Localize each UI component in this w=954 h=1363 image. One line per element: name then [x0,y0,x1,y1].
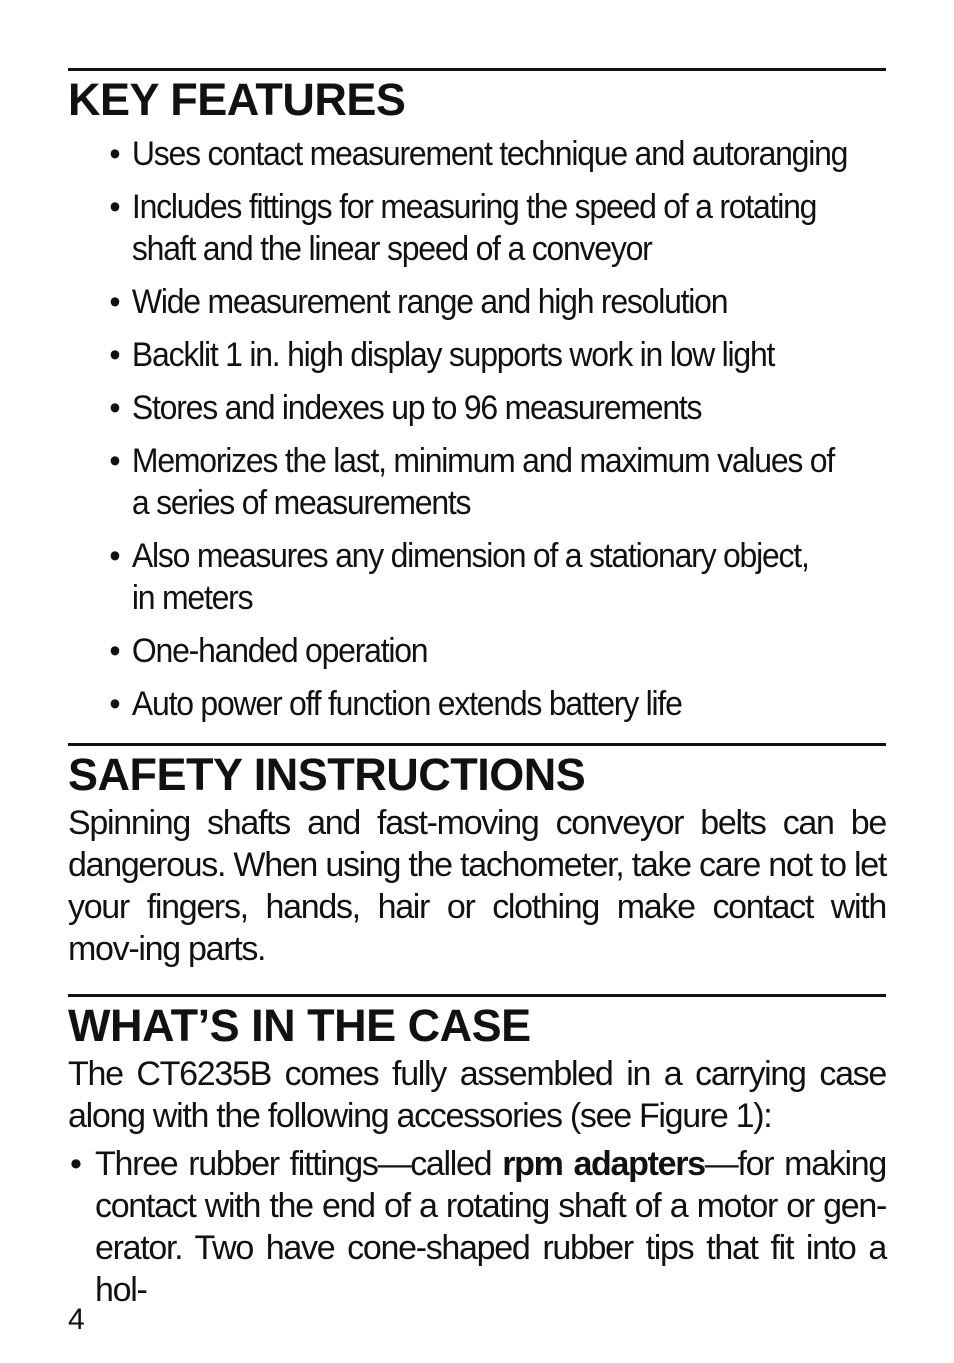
feature-line: Wide measurement range and high resolution [131,283,728,321]
list-item [68,1143,886,1311]
safety-section [68,743,886,970]
feature-line: a series of measurements [131,484,471,522]
safety-heading: SAFETY INSTRUCTIONS [68,749,586,800]
bullet-icon: • [109,188,120,226]
list-item [68,630,837,672]
feature-line: shaft and the linear speed of a conveyor [131,230,652,268]
case-contents-heading: WHAT’S IN THE CASE [68,1000,531,1051]
feature-line: Backlit 1 in. high display supports work in low light [131,336,775,374]
safety-paragraph: Spinning shafts and fast-moving conveyor belts can be dangerous. When using the tachometer, take care not to let your fingers, hands, hair or clothing make contact with mov-ing parts. [68,804,886,968]
bullet-icon: • [109,685,120,723]
case-intro-paragraph: The CT6235B comes fully assembled in a carrying case along with the following accessories (see Figure 1): [68,1055,886,1135]
feature-line: Uses contact measurement technique and autoranging [131,135,848,173]
key-features-heading: KEY FEATURES [68,74,406,125]
page-number: 4 [68,1303,85,1336]
key-features-section [68,68,886,725]
list-item [68,334,837,376]
bullet-icon: • [109,389,120,427]
bullet-icon: • [109,283,120,321]
feature-line: in meters [131,579,253,617]
key-features-list [68,133,886,725]
list-item [68,440,837,524]
feature-line: Auto power off function extends battery life [131,685,682,723]
list-item [68,535,837,619]
bullet-icon: • [109,135,120,173]
case-contents-section [68,994,886,1311]
accessory-term: rpm adapters [502,1145,705,1183]
case-accessories-list [68,1143,886,1311]
bullet-icon: • [109,632,120,670]
accessory-text-suffix: —for making contact with the end of a rotating shaft of a motor or gen-erator. Two have cone-shaped rubber tips that fit into a hol- [95,1145,886,1309]
bullet-icon: • [109,336,120,374]
bullet-icon: • [70,1145,81,1183]
feature-line: One-handed operation [131,632,428,670]
manual-page [68,68,886,1311]
accessory-text-prefix: Three rubber fittings—called [95,1145,503,1183]
bullet-icon: • [109,442,120,480]
bullet-icon: • [109,537,120,575]
feature-line: Stores and indexes up to 96 measurements [131,389,702,427]
feature-line: Includes fittings for measuring the speed of a rotating [131,188,817,226]
list-item [68,281,837,323]
feature-line: Also measures any dimension of a stationary object, [131,537,809,575]
list-item [68,186,837,270]
list-item [68,133,848,175]
list-item [68,683,837,725]
list-item [68,387,837,429]
feature-line: Memorizes the last, minimum and maximum values of [131,442,834,480]
